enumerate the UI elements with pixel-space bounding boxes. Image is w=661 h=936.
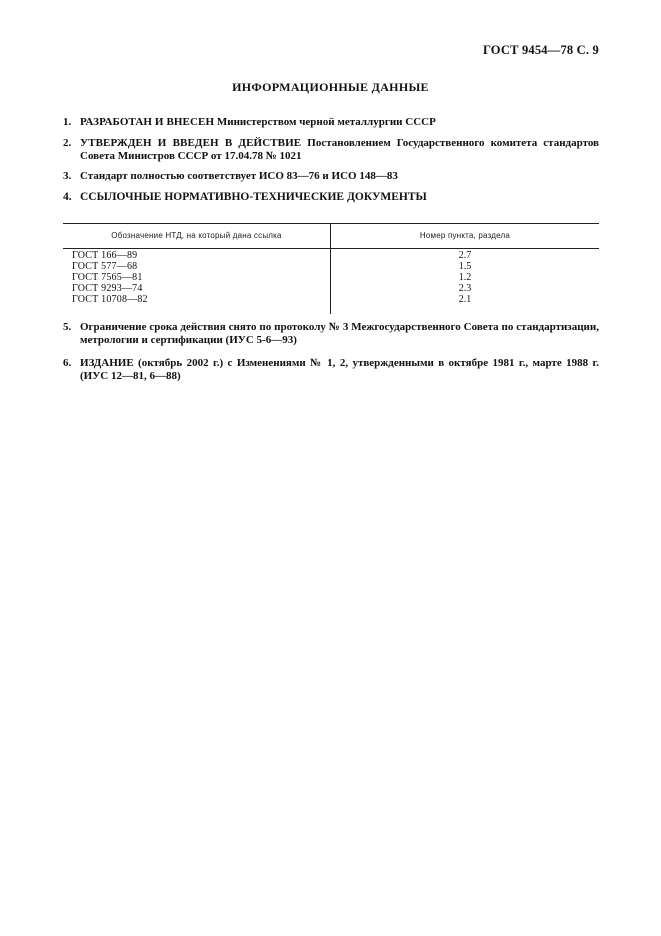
cell-document: ГОСТ 577—68 xyxy=(72,261,138,272)
item-text: Ограничение срока действия снято по протоколу № 3 Межгосударственного Совета по стандартизации, метрологии и сертификации (ИУС 5-6—93) xyxy=(80,321,599,346)
cell-clause: 2.1 xyxy=(458,294,472,305)
column-header-document: Обозначение НТД, на который дана ссылка xyxy=(111,231,282,240)
document-code: ГОСТ 9454—78 С. 9 xyxy=(482,43,599,57)
reference-documents-table xyxy=(63,223,599,314)
info-item-1 xyxy=(63,116,599,129)
section-title: ИНФОРМАЦИОННЫЕ ДАННЫЕ xyxy=(232,80,429,94)
table-row xyxy=(63,272,599,283)
item-text: ИЗДАНИЕ (октябрь 2002 г.) с Изменениями № 1, 2, утвержденными в октябре 1981 г., марте 1988 г. (ИУС 12—81, 6—88) xyxy=(80,357,599,382)
info-item-4 xyxy=(63,191,599,204)
item-text: Министерством черной металлургии СССР xyxy=(214,116,436,128)
cell-clause: 1.2 xyxy=(458,272,472,283)
item-text: Постановлением Государственного комитета стандартов Совета Министров СССР от 17.04.78 № 1021 xyxy=(80,137,599,162)
info-item-2 xyxy=(63,137,599,163)
item-number: 2. xyxy=(63,137,72,149)
item-number: 1. xyxy=(63,116,72,128)
table-row xyxy=(63,250,599,261)
item-lead: УТВЕРЖДЕН И ВВЕДЕН В ДЕЙСТВИЕ xyxy=(80,137,302,149)
info-item-6 xyxy=(63,357,599,383)
info-item-5 xyxy=(63,321,599,347)
info-item-3 xyxy=(63,170,599,183)
table-row xyxy=(63,294,599,305)
item-heading: ССЫЛОЧНЫЕ НОРМАТИВНО-ТЕХНИЧЕСКИЕ ДОКУМЕНТЫ xyxy=(80,191,427,203)
item-number: 3. xyxy=(63,170,72,182)
cell-clause: 2.7 xyxy=(458,250,472,261)
cell-clause: 2.3 xyxy=(458,283,472,294)
table-row xyxy=(63,261,599,272)
cell-clause: 1.5 xyxy=(458,261,472,272)
item-lead: РАЗРАБОТАН И ВНЕСЕН xyxy=(80,116,215,128)
cell-document: ГОСТ 10708—82 xyxy=(72,294,148,305)
cell-document: ГОСТ 9293—74 xyxy=(72,283,143,294)
item-number: 4. xyxy=(63,191,72,203)
cell-document: ГОСТ 166—89 xyxy=(72,250,138,261)
item-number: 6. xyxy=(63,357,72,369)
table-body xyxy=(63,250,599,305)
cell-document: ГОСТ 7565—81 xyxy=(72,272,143,283)
column-header-clause: Номер пункта, раздела xyxy=(419,231,511,240)
item-text: Стандарт полностью соответствует ИСО 83—76 и ИСО 148—83 xyxy=(80,170,398,182)
table-header xyxy=(63,224,599,249)
table-row xyxy=(63,283,599,294)
item-number: 5. xyxy=(63,321,72,333)
